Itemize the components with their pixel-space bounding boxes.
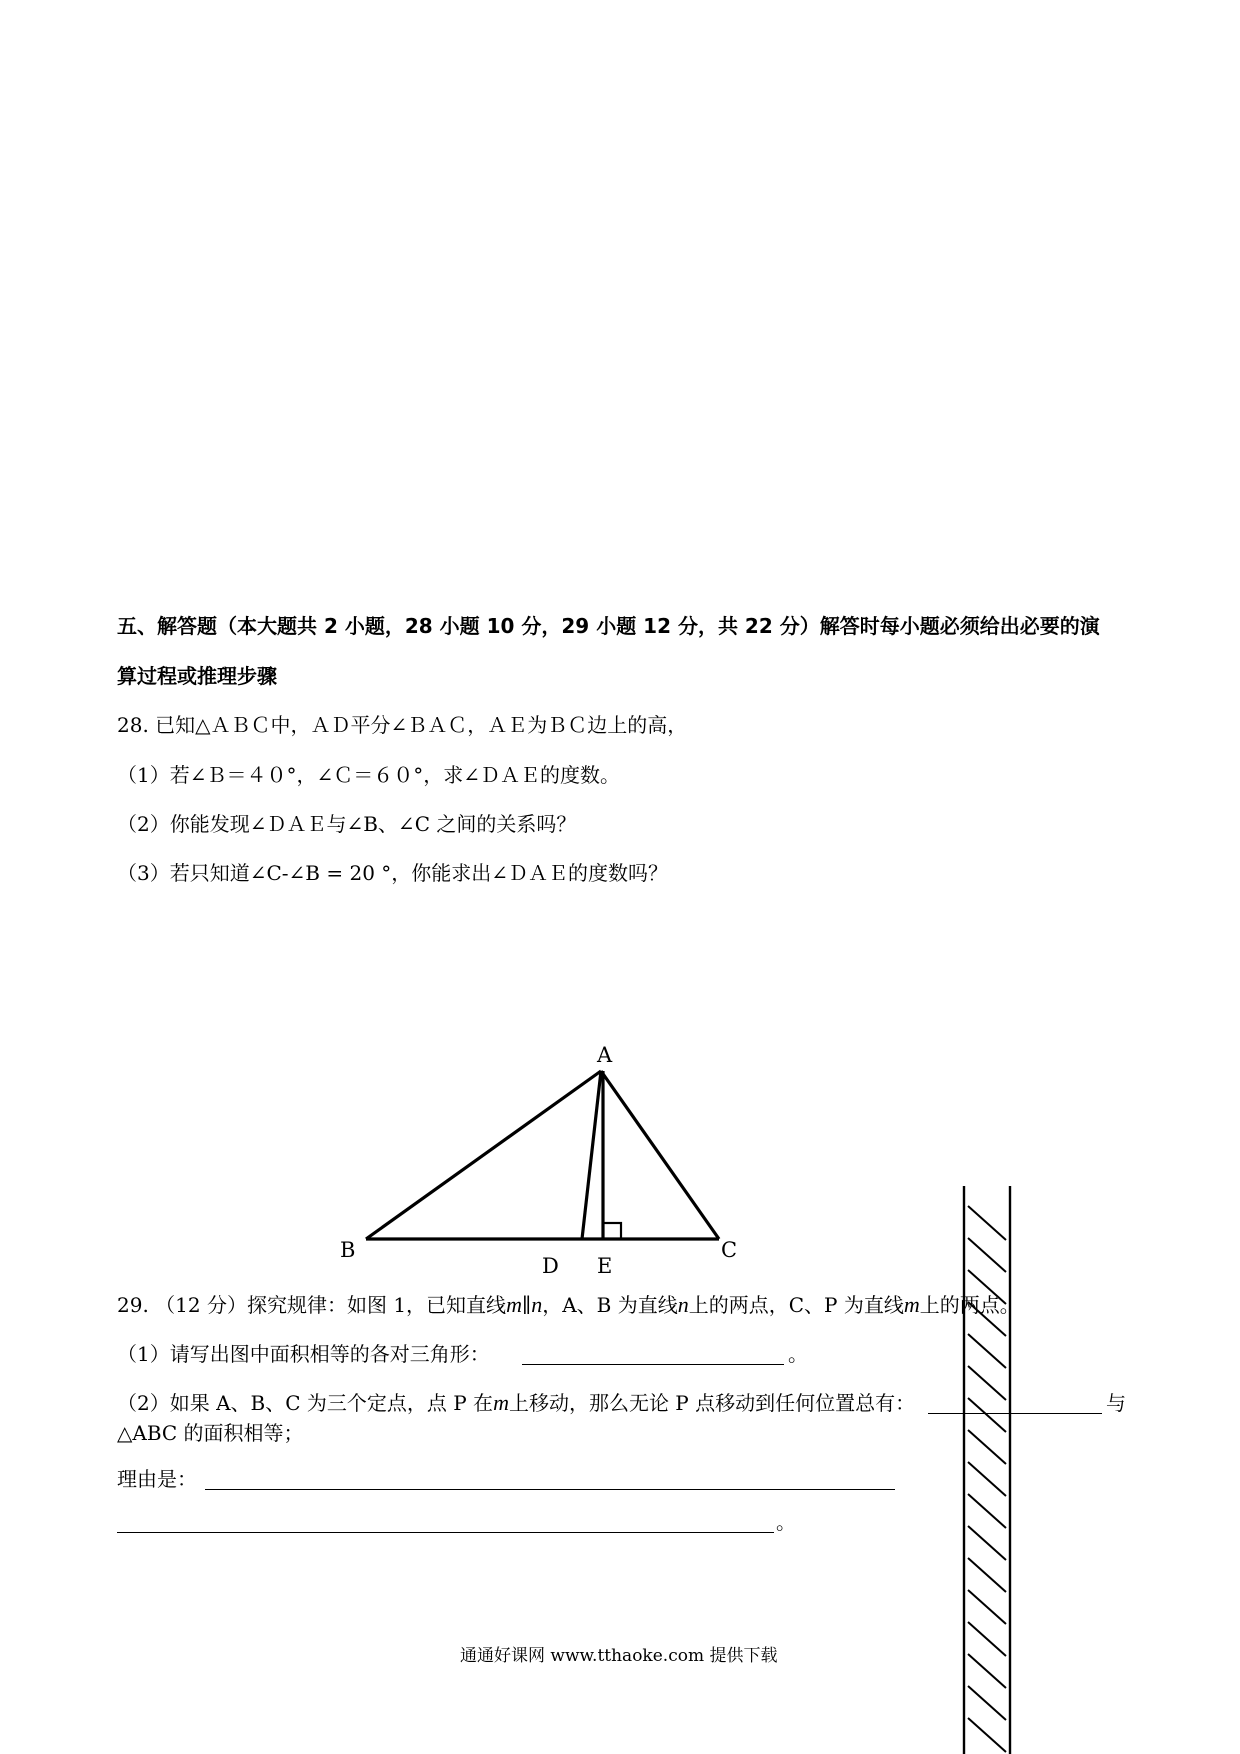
triangle-figure xyxy=(366,1071,719,1239)
var-m-2: m xyxy=(903,1292,920,1317)
parallel-symbol: ∥ xyxy=(521,1293,532,1317)
label-a: A xyxy=(597,1043,613,1067)
hatch-lines xyxy=(968,1206,1006,1752)
section-heading-line1: 五、解答题（本大题共 2 小题，28 小题 10 分，29 小题 12 分，共 22 分）解答时每小题必须给出必要的演 xyxy=(117,614,1100,638)
label-c: C xyxy=(721,1238,738,1262)
label-e: E xyxy=(597,1254,613,1278)
q28-part2: （2）你能发现∠ＤＡＥ与∠B、∠C 之间的关系吗？ xyxy=(117,812,577,836)
var-m: m xyxy=(506,1292,522,1317)
q29-stem-b: ，A、B 为直线 xyxy=(542,1293,678,1317)
section-heading-line2: 算过程或推理步骤 xyxy=(117,664,277,688)
side-ac xyxy=(601,1071,719,1239)
var-m-3: m xyxy=(493,1390,509,1415)
q29-reason-prefix: 理由是： xyxy=(117,1467,197,1491)
var-n-2: n xyxy=(677,1292,689,1317)
footer-source: 通通好课网 www.tthaoke.com 提供下载 xyxy=(460,1646,778,1666)
q28-part3: （3）若只知道∠C-∠B = 20 °，你能求出∠ＤＡＥ的度数吗？ xyxy=(117,861,669,885)
q28-part1: （1）若∠Ｂ＝４０°，∠Ｃ＝６０°，求∠ＤＡＥ的度数。 xyxy=(117,763,620,787)
side-ab xyxy=(366,1071,601,1239)
q29-part2-b: 上移动，那么无论 P 点移动到任何位置总有： xyxy=(508,1391,916,1415)
q29-part1-suffix: 。 xyxy=(788,1342,808,1366)
right-angle-mark xyxy=(603,1223,621,1239)
q29-part2 xyxy=(117,1391,915,1415)
q29-reason-blank-line1[interactable] xyxy=(205,1489,895,1490)
q29-part1-answer-blank[interactable] xyxy=(522,1364,784,1365)
bisector-ad xyxy=(582,1071,601,1239)
label-d: D xyxy=(542,1254,559,1278)
q29-part1-prefix: （1）请写出图中面积相等的各对三角形： xyxy=(117,1342,490,1366)
q28-stem: 28. 已知△ＡＢＣ中，ＡＤ平分∠ＢＡＣ，ＡＥ为ＢＣ边上的高， xyxy=(117,713,688,737)
q29-reason-suffix: 。 xyxy=(776,1510,796,1534)
binding-strip xyxy=(964,1186,1010,1754)
q29-stem xyxy=(117,1293,1020,1317)
q29-stem-d: 上的两点。 xyxy=(919,1293,1020,1317)
q29-part2-yu: 与 xyxy=(1106,1391,1126,1415)
label-b: B xyxy=(340,1238,356,1262)
q29-part2-a: （2）如果 A、B、C 为三个定点，点 P 在 xyxy=(117,1391,494,1415)
q29-stem-a: 29. （12 分）探究规律：如图 1，已知直线 xyxy=(117,1293,507,1317)
q29-stem-c: 上的两点，C、P 为直线 xyxy=(688,1293,904,1317)
q29-reason-blank-line2[interactable] xyxy=(117,1532,774,1533)
q29-part2-answer-blank[interactable] xyxy=(928,1413,1102,1414)
q29-part2-cont: △ABC 的面积相等； xyxy=(117,1421,304,1445)
var-n: n xyxy=(531,1292,543,1317)
